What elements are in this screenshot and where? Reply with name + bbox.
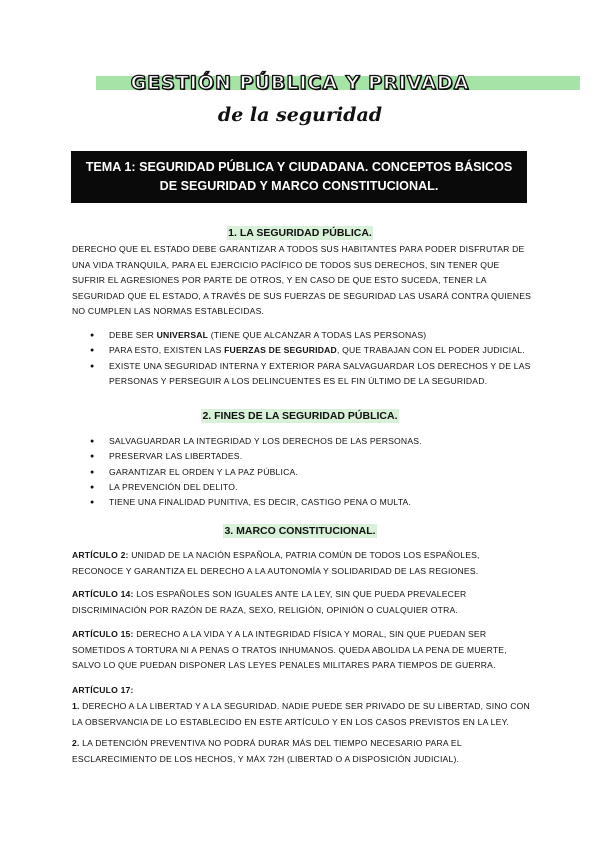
section-3-title xyxy=(0,525,600,537)
section-1-bullets xyxy=(90,328,532,389)
list-item: ● SALVAGUARDAR LA INTEGRIDAD Y LOS DERECHOS DE LAS PERSONAS. xyxy=(90,434,532,449)
article-17-point-1: 1. DERECHO A LA LIBERTAD Y A LA SEGURIDAD. NADIE PUEDE SER PRIVADO DE SU LIBERTAD, SINO CON LA OBSERVANCIA DE LO ESTABLECIDO EN ESTE ARTÍCULO Y EN LOS CASOS PREVISTOS EN LA LEY. xyxy=(72,701,530,727)
list-item: ● DEBE SER UNIVERSAL (TIENE QUE ALCANZAR A TODAS LAS PERSONAS) xyxy=(90,328,532,343)
section-2-title xyxy=(0,410,600,422)
article-14-label: ARTÍCULO 14: xyxy=(72,589,134,599)
article-15-label: ARTÍCULO 15: xyxy=(72,629,134,639)
section-2-title-text: 2. FINES DE LA SEGURIDAD PÚBLICA. xyxy=(202,410,398,422)
section-2-bullets xyxy=(90,434,532,510)
article-17-point-2: 2. LA DETENCIÓN PREVENTIVA NO PODRÁ DURAR MÁS DEL TIEMPO NECESARIO PARA EL ESCLARECIMIENTO DE LOS HECHOS, Y MÁX 72H (LIBERTAD O A DISPOSICIÓN JUDICIAL). xyxy=(72,738,462,764)
tema-heading-box xyxy=(71,151,527,203)
section-1-paragraph: DERECHO QUE EL ESTADO DEBE GARANTIZAR A TODOS SUS HABITANTES PARA PODER DISFRUTAR DE UNA VIDA TRANQUILA, PARA EL EJERCICIO PACÍFICO DE TODOS SUS DERECHOS, SIN TENER QUE SUFRIR EL AGRESIONES POR PARTE DE OTROS, Y EN CASO DE QUE ESTO SUCEDA, TENER LA SEGURIDAD QUE EL ESTADO, A TRAVÉS DE SUS FUERZAS DE SEGURIDAD LAS USARÁ CONTRA QUIENES NO CUMPLEN LAS NORMAS ESTABLECIDAS. xyxy=(72,244,532,316)
article-15: ARTÍCULO 15: DERECHO A LA VIDA Y A LA INTEGRIDAD FÍSICA Y MORAL, SIN QUE PUEDAN SER SOMETIDOS A TORTURA NI A PENAS O TRATOS INHUMANOS. QUEDA ABOLIDA LA PENA DE MUERTE, SALVO LO QUE PUEDAN DISPONER LAS LEYES PENALES MILITARES PARA TIEMPOS DE GUERRA. xyxy=(72,629,507,670)
section-3-title-text: 3. MARCO CONSTITUCIONAL. xyxy=(224,525,376,537)
list-item: ● EXISTE UNA SEGURIDAD INTERNA Y EXTERIOR PARA SALVAGUARDAR LOS DERECHOS Y DE LAS PERSONAS Y PERSEGUIR A LOS DELINCUENTES ES EL FIN ÚLTIMO DE LA SEGURIDAD. xyxy=(90,359,532,390)
list-item: ● GARANTIZAR EL ORDEN Y LA PAZ PÚBLICA. xyxy=(90,465,532,480)
page-title: GESTIÓN PÚBLICA Y PRIVADA xyxy=(130,72,470,94)
article-17-label: ARTÍCULO 17: xyxy=(72,685,134,695)
list-item: ● PARA ESTO, EXISTEN LAS FUERZAS DE SEGURIDAD, QUE TRABAJAN CON EL PODER JUDICIAL. xyxy=(90,343,532,358)
article-2-label: ARTÍCULO 2: xyxy=(72,550,129,560)
page-subtitle: de la seguridad xyxy=(217,104,383,126)
list-item: ● TIENE UNA FINALIDAD PUNITIVA, ES DECIR, CASTIGO PENA O MULTA. xyxy=(90,495,532,510)
article-2: ARTÍCULO 2: UNIDAD DE LA NACIÓN ESPAÑOLA, PATRIA COMÚN DE TODOS LOS ESPAÑOLES, RECONOCE Y GARANTIZA EL DERECHO A LA AUTONOMÍA Y SOLIDARIDAD DE LAS REGIONES. xyxy=(72,550,480,576)
article-14: ARTÍCULO 14: LOS ESPAÑOLES SON IGUALES ANTE LA LEY, SIN QUE PUEDA PREVALECER DISCRIMINACIÓN POR RAZÓN DE RAZA, SEXO, RELIGIÓN, OPINIÓN O CUALQUIER OTRA. xyxy=(72,589,467,615)
list-item: ● PRESERVAR LAS LIBERTADES. xyxy=(90,449,532,464)
section-1-title-text: 1. LA SEGURIDAD PÚBLICA. xyxy=(228,227,372,239)
section-1-title xyxy=(0,227,600,239)
tema-heading: TEMA 1: SEGURIDAD PÚBLICA Y CIUDADANA. CONCEPTOS BÁSICOS DE SEGURIDAD Y MARCO CONSTITUCIONAL. xyxy=(85,160,513,193)
list-item: ● LA PREVENCIÓN DEL DELITO. xyxy=(90,480,532,495)
